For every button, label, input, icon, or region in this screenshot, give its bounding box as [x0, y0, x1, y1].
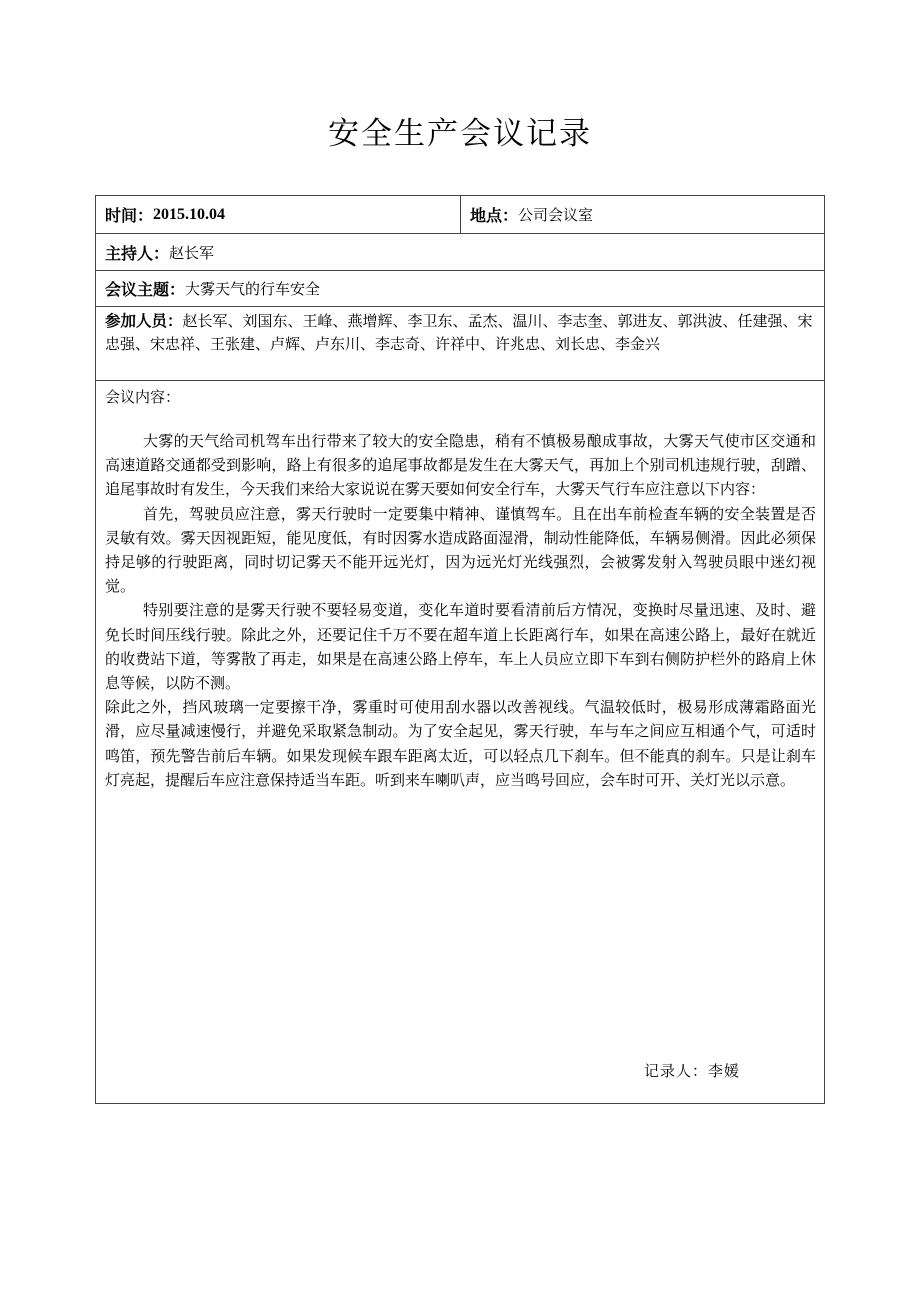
attendees-row [96, 307, 824, 381]
attendees-cell [105, 310, 820, 355]
time-label: 时间： [105, 206, 154, 225]
time-value: 2015.10.04 [153, 205, 226, 223]
attendees-label: 参加人员： [105, 312, 183, 330]
time-place-row [96, 196, 824, 234]
place-label: 地点： [470, 206, 519, 225]
document-title: 安全生产会议记录 [328, 116, 592, 152]
recorder-value: 李媛 [708, 1062, 741, 1080]
content-paragraph: 特别要注意的是雾天行驶不要轻易变道，变化车道时要看清前后方情况，变换时尽量迅速、及时、避免长时间压线行驶。除此之外，还要记住千万不要在超车道上长距离行车，如果在高速公路上，最好在就近的收费站下道，等雾散了再走，如果是在高速公路上停车，车上人员应立即下车到右侧防护栏外的路肩上休息等候，以防不测。 [105, 601, 816, 693]
content-paragraph: 首先，驾驶员应注意，雾天行驶时一定要集中精神、谨慎驾车。且在出车前检查车辆的安全装置是否灵敏有效。雾天因视距短，能见度低，有时因雾水造成路面湿滑，制动性能降低，车辆易侧滑。因此必须保持足够的行驶距离，同时切记雾天不能开远光灯，因为远光灯光线强烈，会被雾发射入驾驶员眼中迷幻视觉。 [105, 504, 816, 596]
topic-row [96, 271, 824, 307]
host-label: 主持人： [105, 243, 170, 263]
topic-cell [96, 271, 824, 306]
place-value: 公司会议室 [518, 206, 594, 224]
meeting-record-form [95, 195, 825, 1104]
content-label: 会议内容： [105, 388, 181, 406]
host-row [96, 234, 824, 271]
topic-label: 会议主题： [105, 280, 186, 299]
attendees-value: 赵长军、刘国东、王峰、燕增辉、李卫东、孟杰、温川、李志奎、郭进友、郭洪波、任建强、宋忠强、宋忠祥、王张建、卢辉、卢东川、李志奇、许祥中、许兆忠、刘长忠、李金兴 [105, 312, 813, 353]
recorder [644, 1060, 740, 1082]
content-paragraph: 除此之外，挡风玻璃一定要擦干净，雾重时可使用刮水器以改善视线。气温较低时，极易形成薄霜路面光滑，应尽量减速慢行，并避免采取紧急制动。为了安全起见，雾天行驶，车与车之间应互相通个气，可适时鸣笛，预先警告前后车辆。如果发现候车跟车距离太近，可以轻点几下刹车。但不能真的刹车。只是让刹车灯亮起，提醒后车应注意保持适当车距。听到来车喇叭声，应当鸣号回应，会车时可开、关灯光以示意。 [105, 698, 816, 789]
host-cell [96, 234, 824, 270]
topic-value: 大雾天气的行车安全 [185, 280, 321, 298]
host-value: 赵长军 [169, 243, 215, 262]
content-paragraph: 大雾的天气给司机驾车出行带来了较大的安全隐患，稍有不慎极易酿成事故，大雾天气使市区交通和高速道路交通都受到影响，路上有很多的追尾事故都是发生在大雾天气，再加上个别司机违规行驶，刮蹭、追尾事故时有发生，今天我们来给大家说说在雾天要如何安全行车，大雾天气行车应注意以下内容： [105, 432, 816, 499]
content-body [105, 429, 816, 792]
time-cell [96, 196, 461, 233]
recorder-label: 记录人： [644, 1062, 709, 1080]
place-cell [461, 196, 824, 233]
